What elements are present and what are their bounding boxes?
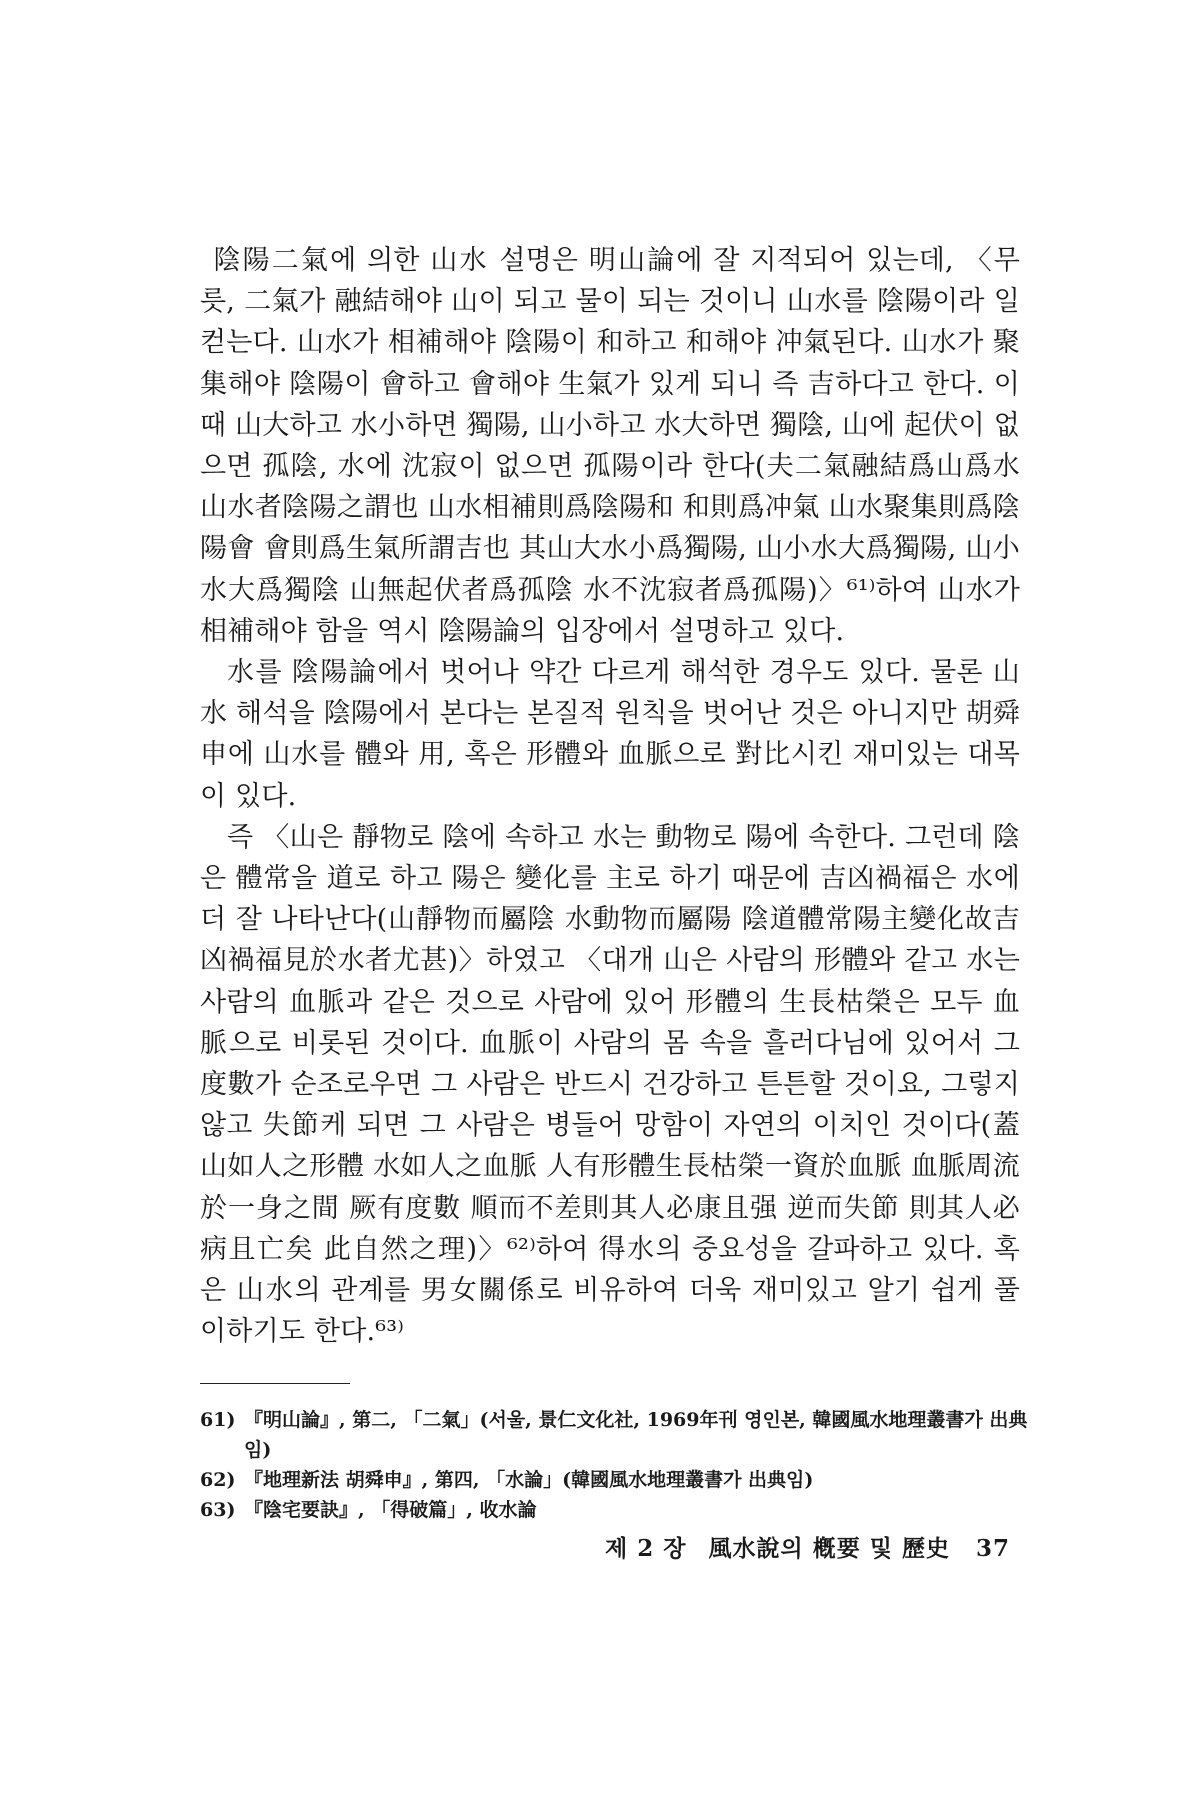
page-number: 37 (975, 1535, 1010, 1562)
footnote-text: 『陰宅要訣』, 「得破篇」, 收水論 (244, 1499, 537, 1521)
footnotes (200, 1405, 1030, 1525)
paragraph-2: 水를 陰陽論에서 벗어나 약간 다르게 해석한 경우도 있다. 물론 山水 해석을 陰陽에서 본다는 본질적 원칙을 벗어난 것은 아니지만 胡舜申에 山水를 體와 用, 혹은 形體와 血脈으로 對比시킨 재미있는 대목이 있다. (200, 657, 1020, 812)
running-footer (605, 1530, 1010, 1563)
paragraph-3: 즉 〈山은 靜物로 陰에 속하고 水는 動物로 陽에 속한다. 그런데 陰은 體常을 道로 하고 陽은 變化를 主로 하기 때문에 吉凶禍福은 水에 더 잘 나타난다(山靜物而屬陰 水動物而屬陽 陰道體常陽主變化故吉凶禍福見於水者尤甚)〉하였고 〈대개 山은 사람의 形體와 같고 水는 사람의 血脈과 같은 것으로 사람에 있어 形體의 生長枯榮은 모두 血脈으로 비롯된 것이다. 血脈이 사람의 몸 속을 흘러다님에 있어서 그 度數가 순조로우면 그 사람은 반드시 건강하고 튼튼할 것이요, 그렇지 않고 失節케 되면 그 사람은 병들어 망함이 자연의 이치인 것이다(蓋山如人之形體 水如人之血脈 人有形體生長枯榮一資於血脈 血脈周流於一身之間 厥有度數 順而不差則其人必康且强 逆而失節 則其人必病且亡矣 此自然之理)〉⁶²⁾하여 得水의 중요성을 갈파하고 있다. 혹은 山水의 관계를 男女關係로 비유하여 더욱 재미있고 알기 쉽게 풀이하기도 한다.⁶³⁾ (200, 821, 1020, 1348)
footnote-61 (200, 1405, 1030, 1465)
footnote-text: 『地理新法 胡舜申』, 第四, 「水論」(韓國風水地理叢書가 出典임) (244, 1469, 814, 1491)
footnote-number: 61) (200, 1409, 236, 1431)
chapter-title: 風水說의 槪要 및 歷史 (708, 1535, 950, 1562)
footnote-divider (200, 1383, 350, 1384)
footnote-text: 『明山論』, 第二, 「二氣」(서울, 景仁文化社, 1969年刊 영인본, 韓國風水地理叢書가 出典임) (244, 1409, 1028, 1461)
footnote-62 (200, 1465, 1030, 1495)
chapter-label: 제 2 장 (605, 1535, 687, 1562)
main-text (200, 240, 1020, 1352)
paragraph-1: 陰陽二氣에 의한 山水 설명은 明山論에 잘 지적되어 있는데, 〈무릇, 二氣가 融結해야 山이 되고 물이 되는 것이니 山水를 陰陽이라 일컫는다. 山水가 相補해야 陰陽이 和하고 和해야 冲氣된다. 山水가 聚集해야 陰陽이 會하고 會해야 生氣가 있게 되니 즉 吉하다고 한다. 이때 山大하고 水小하면 獨陽, 山小하고 水大하면 獨陰, 山에 起伏이 없으면 孤陰, 水에 沈寂이 없으면 孤陽이라 한다(夫二氣融結爲山爲水 山水者陰陽之謂也 山水相補則爲陰陽和 和則爲冲氣 山水聚集則爲陰陽會 會則爲生氣所謂吉也 其山大水小爲獨陽, 山小水大爲獨陽, 山小水大爲獨陰 山無起伏者爲孤陰 水不沈寂者爲孤陽)〉⁶¹⁾하여 山水가 相補해야 함을 역시 陰陽論의 입장에서 설명하고 있다. (200, 245, 1020, 647)
footnote-63 (200, 1495, 1030, 1525)
footnote-number: 63) (200, 1499, 236, 1521)
footnote-number: 62) (200, 1469, 236, 1491)
